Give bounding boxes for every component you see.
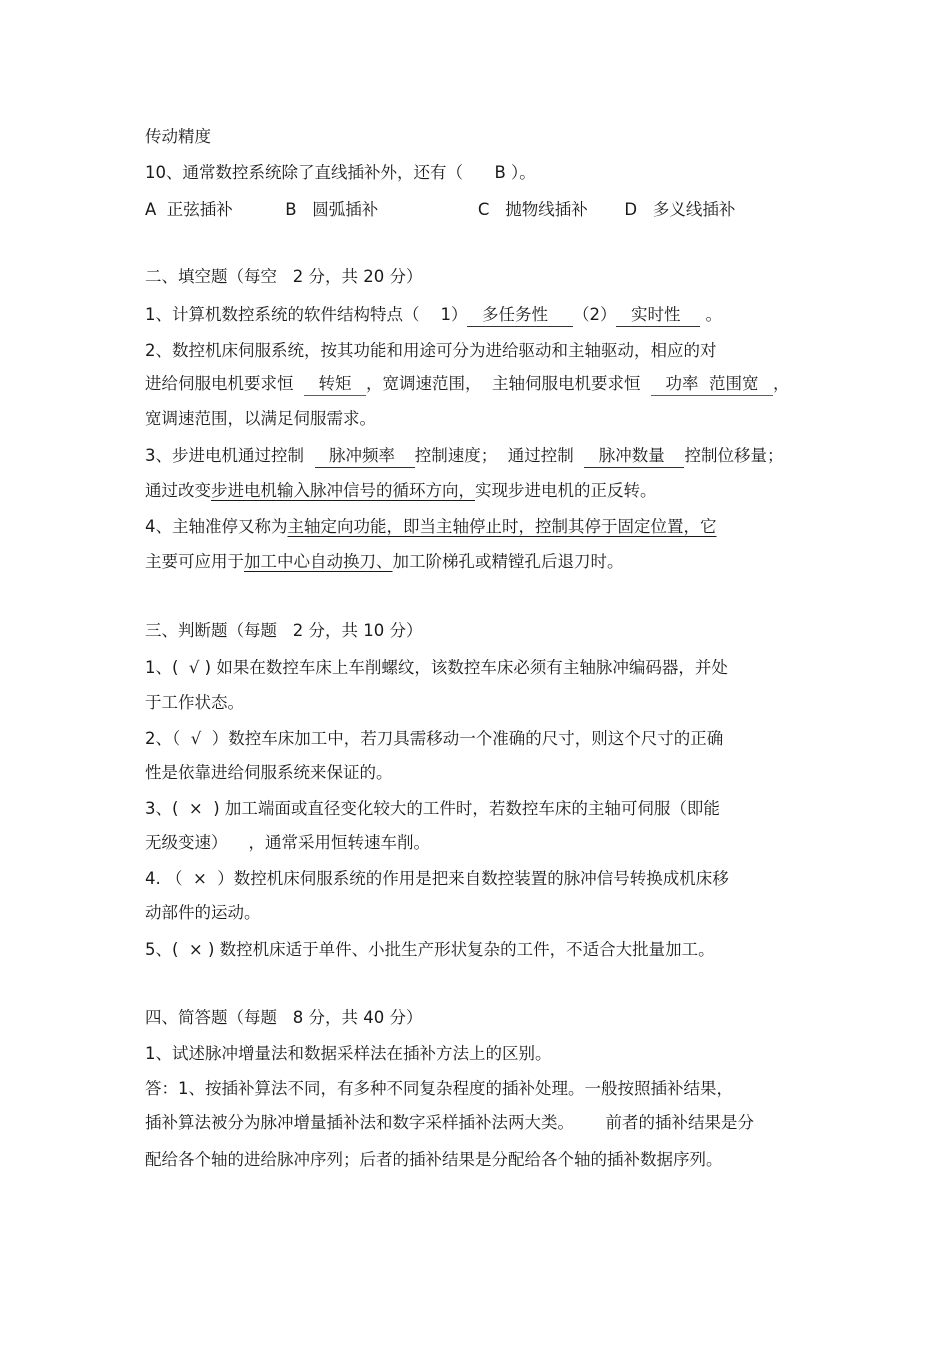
text: （2）: [572, 305, 617, 324]
fill-blank-3-line-1: [145, 445, 783, 468]
answer-blank: 多任务性: [467, 304, 572, 327]
true-false-3-line-2: 无级变速） ，通常采用恒转速车削。: [145, 833, 430, 852]
text: 3、步进电机通过控制: [145, 446, 315, 465]
text: 进给伺服电机要求恒: [145, 374, 304, 393]
text: ，宽调速范围， 主轴伺服电机要求恒: [365, 374, 651, 393]
text: 加工阶梯孔或精镗孔后退刀时。: [392, 552, 624, 571]
true-false-2-line-1: 2、（ √ ）数控车床加工中，若刀具需移动一个准确的尺寸，则这个尺寸的正确: [145, 729, 724, 748]
answer-underlined: 加工中心自动换刀、: [244, 552, 393, 571]
fill-blank-4-line-2: [145, 551, 624, 573]
text: 1、计算机数控系统的软件结构特点（ 1）: [145, 305, 468, 324]
fill-blank-4-line-1: [145, 516, 717, 538]
short-answer-1-question: 1、试述脉冲增量法和数据采样法在插补方法上的区别。: [145, 1044, 552, 1063]
text: 通过改变: [145, 481, 211, 500]
text: 主要可应用于: [145, 552, 244, 571]
true-false-1-line-2: 于工作状态。: [145, 693, 244, 712]
answer-blank: 脉冲频率: [315, 445, 415, 468]
answer-blank: 实时性: [616, 304, 700, 327]
text: 4、主轴准停又称为: [145, 517, 288, 536]
answer-underlined: 步进电机输入脉冲信号的循环方向，: [211, 481, 475, 500]
answer-blank: 转矩: [304, 373, 366, 396]
fill-blank-2-line-2: [145, 373, 789, 396]
text: 实现步进电机的正反转。: [475, 481, 657, 500]
fill-blank-2-line-3: 宽调速范围，以满足伺服需求。: [145, 409, 376, 428]
section-heading-true-false: 三、判断题（每题 2 分，共 10 分）: [145, 621, 423, 640]
question-10-options: A 正弦插补 B 圆弧插补 C 抛物线插补 D 多义线插补: [145, 200, 736, 219]
fill-blank-2-line-1: 2、数控机床伺服系统，按其功能和用途可分为进给驱动和主轴驱动，相应的对: [145, 341, 717, 360]
answer-underlined: 主轴定向功能，即当主轴停止时，控制其停于固定位置，它: [287, 517, 717, 536]
true-false-1-line-1: 1、( √ ) 如果在数控车床上车削螺纹，该数控车床必须有主轴脉冲编码器，并处: [145, 658, 728, 677]
true-false-4-line-2: 动部件的运动。: [145, 903, 261, 922]
true-false-5: 5、( × ) 数控机床适于单件、小批生产形状复杂的工件，不适合大批量加工。: [145, 940, 715, 959]
text: 。: [700, 305, 722, 324]
text: ，: [772, 374, 790, 393]
true-false-3-line-1: 3、( × ) 加工端面或直径变化较大的工件时，若数控车床的主轴可伺服（即能: [145, 799, 720, 818]
question-10: 10、通常数控系统除了直线插补外，还有（ B ）。: [145, 163, 536, 182]
short-answer-1-line-3: 配给各个轴的进给脉冲序列；后者的插补结果是分配给各个轴的插补数据序列。: [145, 1150, 723, 1169]
fill-blank-1: [145, 304, 722, 327]
true-false-4-line-1: 4. （ × ）数控机床伺服系统的作用是把来自数控装置的脉冲信号转换成机床移: [145, 869, 729, 888]
text: 控制速度； 通过控制: [414, 446, 585, 465]
true-false-2-line-2: 性是依靠进给伺服系统来保证的。: [145, 763, 393, 782]
line-1: 传动精度: [145, 127, 211, 146]
section-heading-fill-blank: 二、填空题（每空 2 分，共 20 分）: [145, 267, 423, 286]
fill-blank-3-line-2: [145, 480, 657, 502]
answer-blank: 脉冲数量: [584, 445, 684, 468]
short-answer-1-line-1: 答：1、按插补算法不同，有多种不同复杂程度的插补处理。一般按照插补结果，: [145, 1079, 733, 1098]
short-answer-1-line-2: 插补算法被分为脉冲增量插补法和数字采样插补法两大类。 前者的插补结果是分: [145, 1113, 754, 1132]
text: 控制位移量；: [684, 446, 784, 465]
answer-blank: 功率 范围宽: [651, 373, 773, 396]
section-heading-short-answer: 四、简答题（每题 8 分，共 40 分）: [145, 1008, 423, 1027]
